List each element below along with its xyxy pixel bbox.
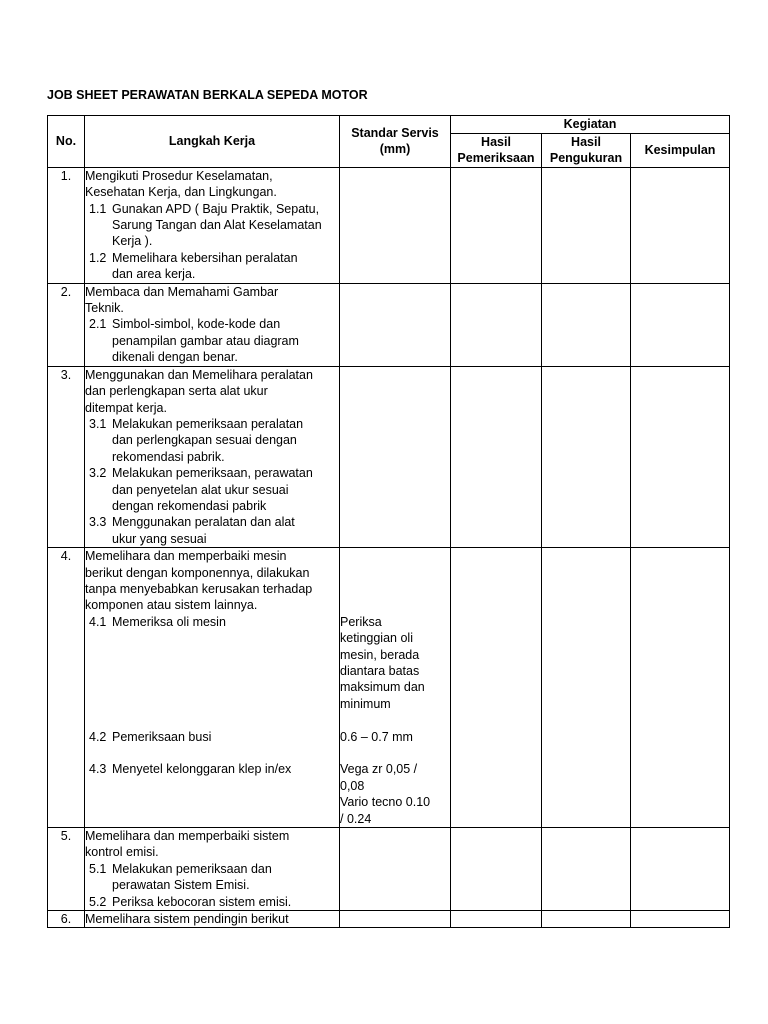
standar-cell: [340, 911, 451, 928]
kesimpulan-cell: [631, 911, 730, 928]
page-title: JOB SHEET PERAWATAN BERKALA SEPEDA MOTOR: [47, 88, 368, 102]
std-4-1: Periksa ketinggian oli mesin, berada diantara batas maksimum dan minimum: [340, 614, 425, 711]
standar-cell: [340, 548, 451, 828]
step-cell: Menggunakan dan Memelihara peralatan dan perlengkapan serta alat ukur ditempat kerja. 3.1 Melakukan pemeriksaan peralatan dan perlengkapan sesuai dengan rekomendasi pabrik. 3.2 Melakukan pemeriksaan, perawatan dan penyetelan alat ukur sesuai dengan rekomendasi pabrik 3.3 Menggunakan peralatan dan alat ukur yang sesuai: [85, 366, 340, 547]
hasil-pemeriksaan-cell: [451, 366, 542, 547]
hasil-pengukuran-cell: [542, 827, 631, 910]
sub-step: 5.2 Periksa kebocoran sistem emisi.: [89, 894, 292, 909]
row-number: 6.: [48, 911, 85, 928]
hasil-pemeriksaan-cell: [451, 167, 542, 283]
standar-cell: [340, 283, 451, 366]
hasil-pengukuran-cell: [542, 548, 631, 828]
step-cell: Memelihara dan memperbaiki mesin berikut dengan komponennya, dilakukan tanpa menyebabkan kerusakan terhadap komponen atau sistem lainnya. 4.1 Memeriksa oli mesin 4.2 Pemeriksaan busi 4.3 Menyetel kelonggaran klep in/ex: [85, 548, 340, 828]
sub-step: 4.1 Memeriksa oli mesin: [89, 614, 226, 629]
table-row: [48, 548, 730, 828]
row-number: 1.: [48, 167, 85, 283]
header-kegiatan: Kegiatan: [451, 116, 730, 134]
hasil-pengukuran-cell: [542, 911, 631, 928]
table-row: [48, 911, 730, 928]
sub-step: 4.3 Menyetel kelonggaran klep in/ex: [89, 762, 292, 777]
hasil-pemeriksaan-cell: [451, 827, 542, 910]
sub-step: 5.1 Melakukan pemeriksaan dan perawatan Sistem Emisi.: [89, 861, 272, 893]
standar-cell: [340, 167, 451, 283]
row-number: 5.: [48, 827, 85, 910]
step-cell: Memelihara dan memperbaiki sistem kontrol emisi. 5.1 Melakukan pemeriksaan dan perawatan Sistem Emisi. 5.2 Periksa kebocoran sistem emisi.: [85, 827, 340, 910]
header-langkah-kerja: Langkah Kerja: [85, 116, 340, 168]
hasil-pengukuran-cell: [542, 167, 631, 283]
sub-step: 3.2 Melakukan pemeriksaan, perawatan dan penyetelan alat ukur sesuai dengan rekomendasi pabrik: [89, 466, 313, 513]
row-number: 3.: [48, 366, 85, 547]
std-4-3: Vega zr 0,05 / 0,08 Vario tecno 0.10 / 0.24: [340, 762, 431, 826]
hasil-pengukuran-cell: [542, 366, 631, 547]
header-no: No.: [48, 116, 85, 168]
hasil-pemeriksaan-cell: [451, 283, 542, 366]
sub-step: 3.3 Menggunakan peralatan dan alat ukur yang sesuai: [89, 515, 295, 546]
standar-cell: [340, 366, 451, 547]
sub-step: 2.1 Simbol-simbol, kode-kode dan penampilan gambar atau diagram dikenali dengan benar.: [89, 317, 299, 365]
header-standar-servis: Standar Servis (mm): [340, 116, 451, 168]
sub-step: 3.1 Melakukan pemeriksaan peralatan dan perlengkapan sesuai dengan rekomendasi pabrik.: [89, 416, 304, 464]
step-cell: Memelihara sistem pendingin berikut: [85, 911, 340, 928]
table-row: [48, 283, 730, 366]
kesimpulan-cell: [631, 548, 730, 828]
kesimpulan-cell: [631, 827, 730, 910]
kesimpulan-cell: [631, 167, 730, 283]
table-row: [48, 827, 730, 910]
table-row: [48, 366, 730, 547]
sub-step: 1.1 Gunakan APD ( Baju Praktik, Sepatu, Sarung Tangan dan Alat Keselamatan Kerja ).: [89, 201, 322, 249]
header-kesimpulan: Kesimpulan: [631, 134, 730, 168]
header-hasil-pengukuran: Hasil Pengukuran: [542, 134, 631, 168]
table-row: [48, 167, 730, 283]
kesimpulan-cell: [631, 366, 730, 547]
kesimpulan-cell: [631, 283, 730, 366]
hasil-pemeriksaan-cell: [451, 911, 542, 928]
sub-step: 1.2 Memelihara kebersihan peralatan dan area kerja.: [89, 250, 298, 282]
step-cell: Mengikuti Prosedur Keselamatan, Kesehatan Kerja, dan Lingkungan. 1.1 Gunakan APD ( Baju Praktik, Sepatu, Sarung Tangan dan Alat Keselamatan Kerja ). 1.2 Memelihara kebersihan peralatan dan area kerja.: [85, 167, 340, 283]
standar-cell: [340, 827, 451, 910]
std-4-2: 0.6 – 0.7 mm: [340, 729, 413, 744]
row-number: 2.: [48, 283, 85, 366]
hasil-pengukuran-cell: [542, 283, 631, 366]
sub-step: 4.2 Pemeriksaan busi: [89, 729, 212, 744]
hasil-pemeriksaan-cell: [451, 548, 542, 828]
job-sheet-table: [47, 115, 730, 928]
step-cell: Membaca dan Memahami Gambar Teknik. 2.1 Simbol-simbol, kode-kode dan penampilan gambar atau diagram dikenali dengan benar.: [85, 283, 340, 366]
row-number: 4.: [48, 548, 85, 828]
header-hasil-pemeriksaan: Hasil Pemeriksaan: [451, 134, 542, 168]
